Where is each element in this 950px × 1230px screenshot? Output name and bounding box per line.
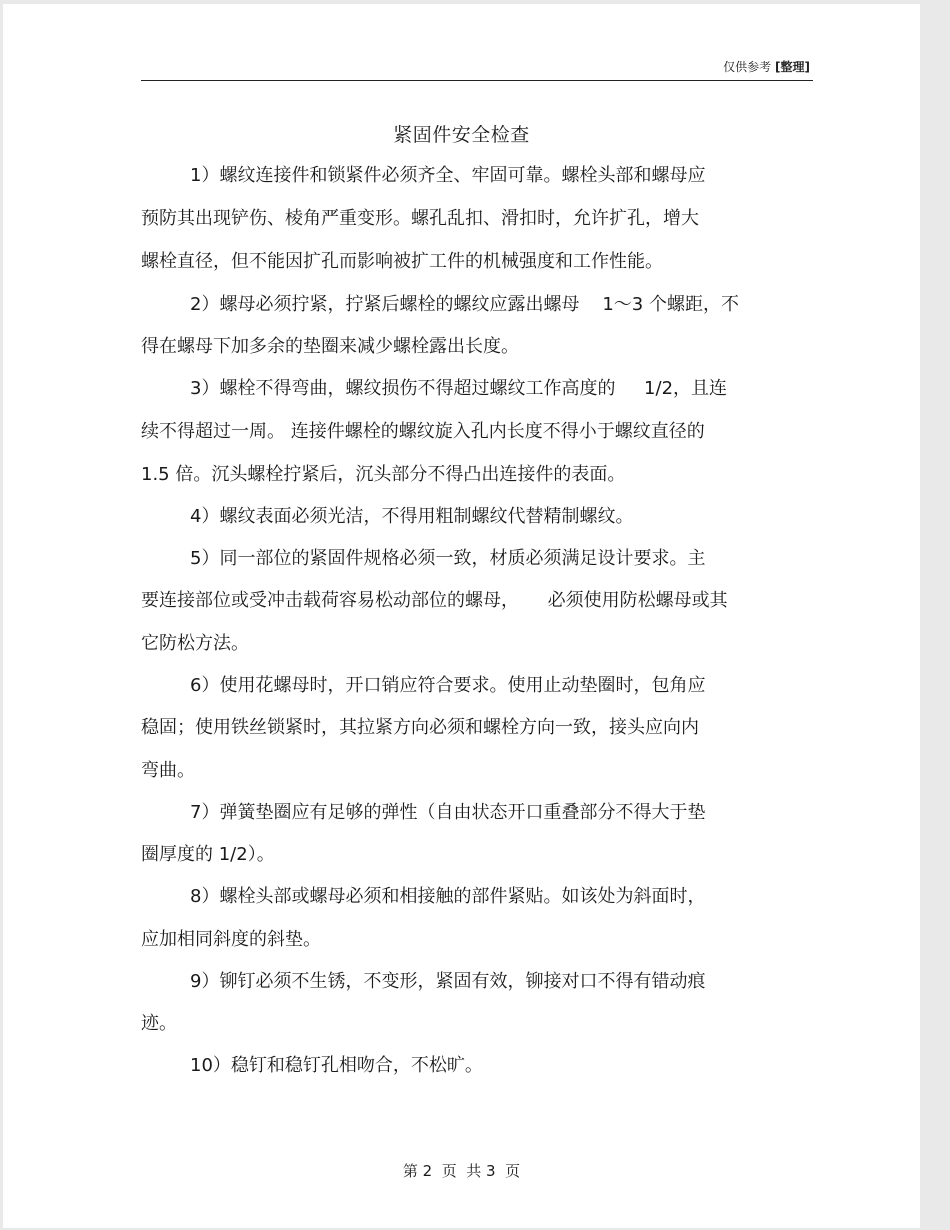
header-note-text: 仅供参考	[723, 60, 772, 74]
paragraph-1-line-1: 1）螺纹连接件和锁紧件必须齐全、牢固可靠。螺栓头部和螺母应	[190, 165, 706, 186]
paragraph-10-line-1: 10）稳钉和稳钉孔相吻合，不松旷。	[190, 1055, 483, 1076]
header-note-tag: [整理]	[775, 60, 810, 74]
paragraph-7-line-1: 7）弹簧垫圈应有足够的弹性（自由状态开口重叠部分不得大于垫	[190, 802, 706, 823]
paragraph-5-line-3: 它防松方法。	[141, 633, 249, 654]
paragraph-5-line-2: 要连接部位或受冲击载荷容易松动部位的螺母， 必须使用防松螺母或其	[141, 590, 728, 611]
paragraph-6-line-3: 弯曲。	[141, 760, 195, 781]
paragraph-2-line-1: 2）螺母必须拧紧，拧紧后螺栓的螺纹应露出螺母 1～3 个螺距，不	[190, 294, 739, 315]
header-divider	[141, 80, 813, 81]
document-title: 紧固件安全检查	[393, 124, 530, 146]
paragraph-4-line-1: 4）螺纹表面必须光洁，不得用粗制螺纹代替精制螺纹。	[190, 506, 634, 527]
paragraph-6-line-1: 6）使用花螺母时，开口销应符合要求。使用止动垫圈时，包角应	[190, 675, 706, 696]
paragraph-3-line-1: 3）螺栓不得弯曲，螺纹损伤不得超过螺纹工作高度的 1/2，且连	[190, 378, 728, 399]
page-number-footer: 第 2 页 共 3 页	[402, 1162, 521, 1180]
paragraph-1-line-3: 螺栓直径，但不能因扩孔而影响被扩工件的机械强度和工作性能。	[141, 251, 663, 272]
paragraph-6-line-2: 稳固；使用铁丝锁紧时，其拉紧方向必须和螺栓方向一致，接头应向内	[141, 717, 699, 738]
paragraph-8-line-2: 应加相同斜度的斜垫。	[141, 929, 321, 950]
paragraph-7-line-2: 圈厚度的 1/2）。	[141, 844, 275, 865]
paragraph-8-line-1: 8）螺栓头部或螺母必须和相接触的部件紧贴。如该处为斜面时，	[190, 886, 706, 907]
paragraph-5-line-1: 5）同一部位的紧固件规格必须一致，材质必须满足设计要求。主	[190, 548, 706, 569]
header-note	[723, 58, 810, 75]
paragraph-3-line-2: 续不得超过一周。 连接件螺栓的螺纹旋入孔内长度不得小于螺纹直径的	[141, 421, 705, 442]
paragraph-2-line-2: 得在螺母下加多余的垫圈来减少螺栓露出长度。	[141, 336, 519, 357]
paragraph-9-line-2: 迹。	[141, 1013, 177, 1034]
paragraph-1-line-2: 预防其出现铲伤、棱角严重变形。螺孔乱扣、滑扣时，允许扩孔，增大	[141, 208, 699, 229]
document-page	[3, 4, 920, 1228]
paragraph-3-line-3: 1.5 倍。沉头螺栓拧紧后，沉头部分不得凸出连接件的表面。	[141, 464, 626, 485]
paragraph-9-line-1: 9）铆钉必须不生锈，不变形，紧固有效，铆接对口不得有错动痕	[190, 971, 706, 992]
